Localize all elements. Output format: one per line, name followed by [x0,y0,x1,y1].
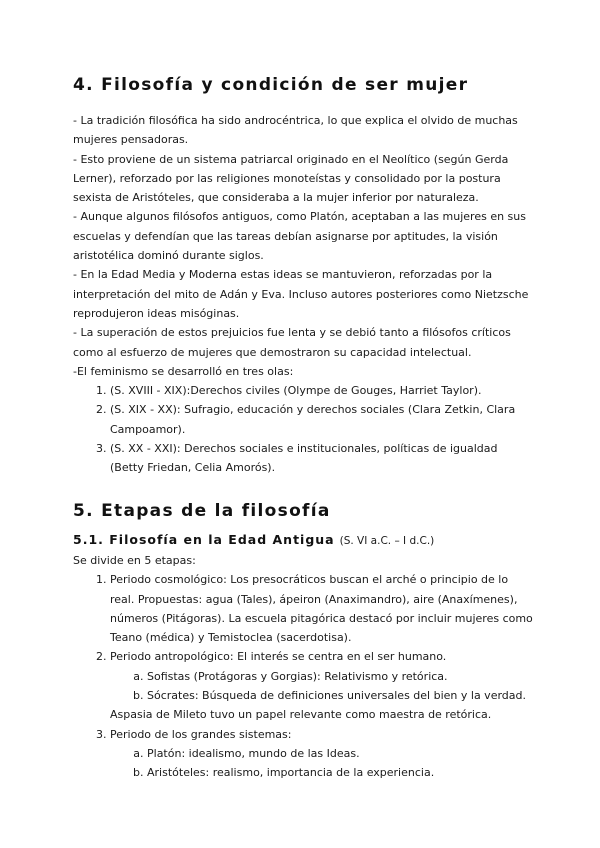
subsection-dates: (S. VI a.C. – I d.C.) [339,534,435,547]
sub-list-item: b. Sócrates: Búsqueda de definiciones universales del bien y la verdad. [147,686,533,705]
section-heading-5: 5. Etapas de la filosofía [73,500,331,521]
subsection-heading-5-1 [73,530,533,551]
page-content [73,74,533,783]
feminism-waves-list [73,381,533,477]
list-item: 2. (S. XIX - XX): Sufragio, educación y derechos sociales (Clara Zetkin, Clara Campoamor). [110,400,533,439]
paragraph: - La tradición filosófica ha sido androcéntrica, lo que explica el olvido de muchas mujeres pensadoras. [73,114,518,147]
sub-list-item: b. Aristóteles: realismo, importancia de la experiencia. [147,763,533,782]
section-4-body [73,111,533,478]
paragraph: - En la Edad Media y Moderna estas ideas se mantuvieron, reforzadas por la interpretación del mito de Adán y Eva. Incluso autores posteriores como Nietzsche reprodujeron ideas misóginas. [73,268,529,320]
list-item: 3. (S. XX - XXI): Derechos sociales e institucionales, políticas de igualdad (Betty Friedan, Celia Amorós). [110,439,533,478]
paragraph: Se divide en 5 etapas: [73,553,196,567]
section-heading-4: 4. Filosofía y condición de ser mujer [73,75,469,95]
section-5-body [73,551,533,783]
sub-list [110,667,533,706]
paragraph: - Aunque algunos filósofos antiguos, como Platón, aceptaban a las mujeres en sus escuelas y defendían que las tareas debían asignarse por aptitudes, la visión aristotélica dominó durante siglos. [73,210,526,263]
stage-text: Periodo antropológico: El interés se centra en el ser humano. [110,650,447,664]
paragraph: -El feminismo se desarrolló en tres olas: [73,364,294,378]
list-item [110,647,533,724]
paragraph: - Esto proviene de un sistema patriarcal originado en el Neolítico (según Gerda Lerner), reforzado por las religiones monoteístas y consolidado por la postura sexista de Aristóteles, que consideraba a la mujer inferior por naturaleza. [73,152,509,205]
list-item [110,570,533,647]
list-item: 1. (S. XVIII - XIX):Derechos civiles (Olympe de Gouges, Harriet Taylor). [110,381,533,400]
sub-list-item: a. Sofistas (Protágoras y Gorgias): Relativismo y retórica. [147,667,533,686]
stage-note: Aspasia de Mileto tuvo un papel relevante como maestra de retórica. [110,708,492,722]
sub-list [110,744,533,783]
stage-text: Periodo de los grandes sistemas: [110,727,292,741]
subsection-title: 5.1. Filosofía en la Edad Antigua [73,531,335,547]
list-item [110,725,533,783]
stages-list [73,570,533,782]
paragraph: - La superación de estos prejuicios fue lenta y se debió tanto a filósofos críticos como al esfuerzo de mujeres que demostraron su capacidad intelectual. [73,326,511,359]
sub-list-item: a. Platón: idealismo, mundo de las Ideas. [147,744,533,763]
stage-text: Periodo cosmológico: Los presocráticos buscan el arché o principio de lo real. Propuestas: agua (Tales), ápeiron (Anaximandro), aire (Anaxímenes), números (Pitágoras). La escuela pitagórica destacó por incluir mujeres como Teano (médica) y Temistoclea (sacerdotisa). [110,573,533,645]
